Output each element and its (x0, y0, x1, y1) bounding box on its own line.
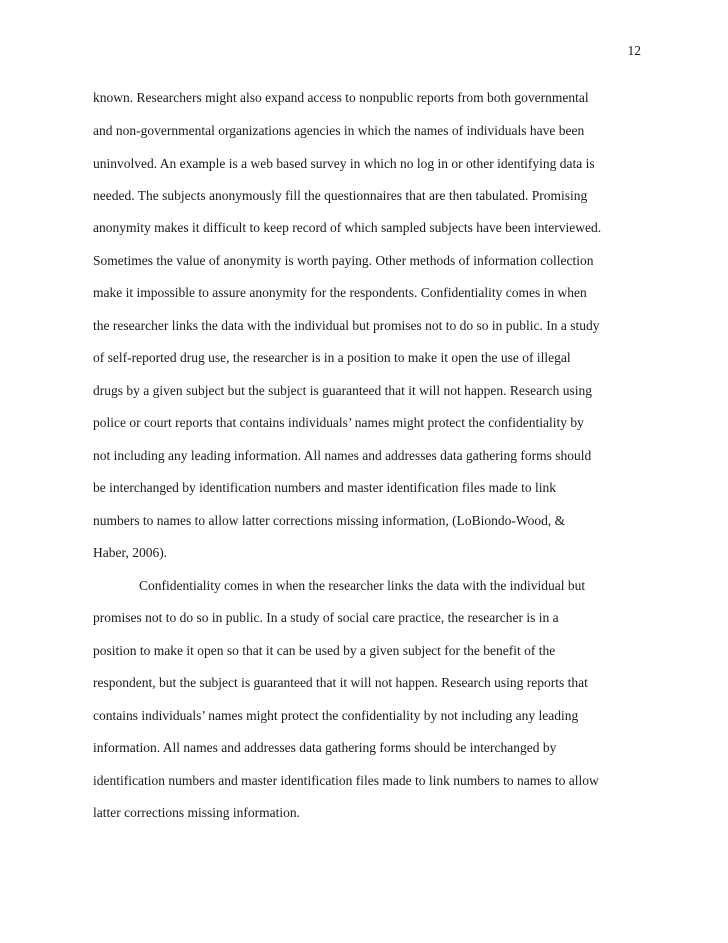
text-line: Sometimes the value of anonymity is worth paying. Other methods of information collection (93, 253, 594, 268)
text-line: make it impossible to assure anonymity for the respondents. Confidentiality comes in when (93, 285, 587, 300)
text-line: position to make it open so that it can be used by a given subject for the benefit of the (93, 643, 556, 658)
text-line: needed. The subjects anonymously fill the questionnaires that are then tabulated. Promising (93, 188, 588, 203)
page-number: 12 (627, 43, 641, 58)
text-line: numbers to names to allow latter corrections missing information, (LoBiondo-Wood, & (93, 513, 566, 528)
text-line: identification numbers and master identification files made to link numbers to names to allow (93, 773, 599, 788)
text-line: police or court reports that contains individuals’ names might protect the confidentiality by (93, 415, 584, 430)
text-line: Haber, 2006). (93, 545, 168, 560)
text-line: anonymity makes it difficult to keep record of which sampled subjects have been interviewed. (93, 220, 602, 235)
text-line: latter corrections missing information. (93, 805, 300, 820)
text-line: known. Researchers might also expand access to nonpublic reports from both governmental (93, 90, 589, 105)
text-line: the researcher links the data with the individual but promises not to do so in public. In a study (93, 318, 600, 333)
text-line: drugs by a given subject but the subject is guaranteed that it will not happen. Research using (93, 383, 593, 398)
text-line: not including any leading information. All names and addresses data gathering forms should (93, 448, 592, 463)
text-line: information. All names and addresses data gathering forms should be interchanged by (93, 740, 557, 755)
text-line: contains individuals’ names might protect the confidentiality by not including any leading (93, 708, 579, 723)
text-line: of self-reported drug use, the researcher is in a position to make it open the use of illegal (93, 350, 571, 365)
text-line: respondent, but the subject is guaranteed that it will not happen. Research using reports that (93, 675, 588, 690)
text-line: Confidentiality comes in when the researcher links the data with the individual but (139, 578, 586, 593)
text-line: promises not to do so in public. In a study of social care practice, the researcher is in a (93, 610, 559, 625)
text-line: and non-governmental organizations agencies in which the names of individuals have been (93, 123, 585, 138)
text-line: uninvolved. An example is a web based survey in which no log in or other identifying data is (93, 156, 595, 171)
text-line: be interchanged by identification numbers and master identification files made to link (93, 480, 556, 495)
